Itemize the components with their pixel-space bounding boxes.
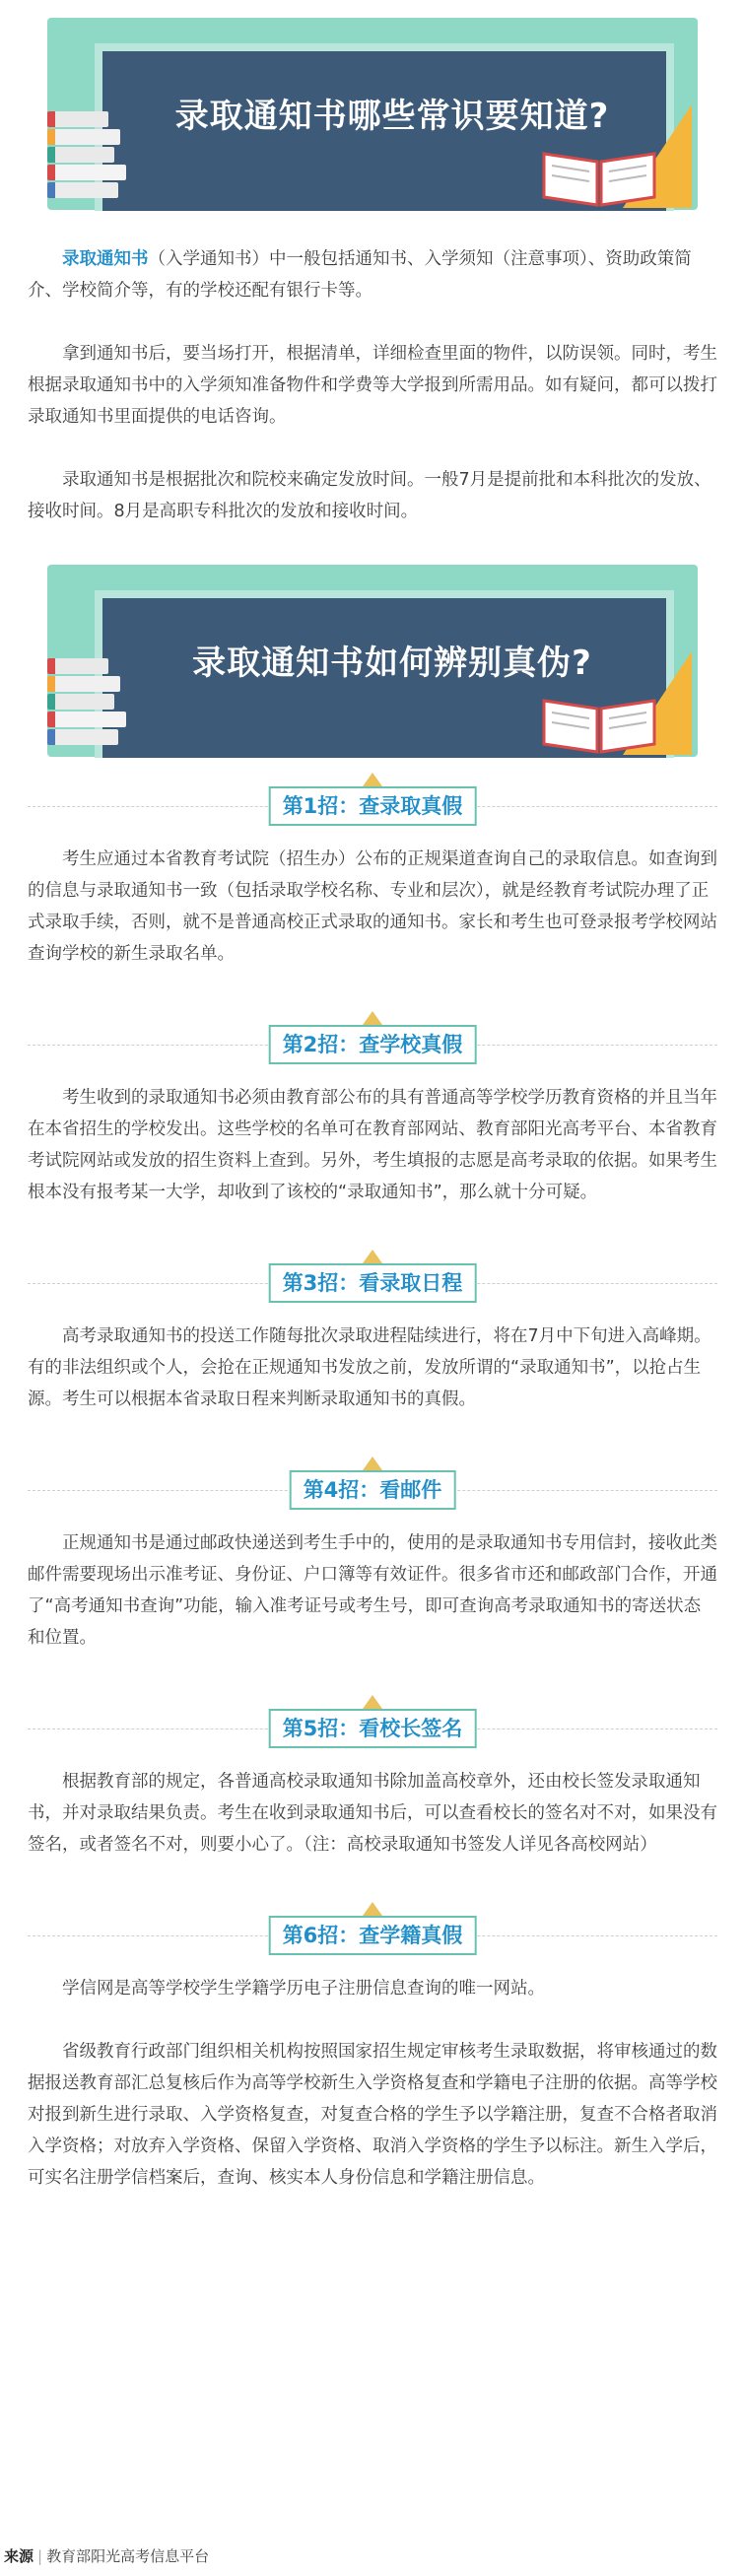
source-label: 来源 [4, 2547, 34, 2565]
open-book-icon [540, 148, 658, 207]
section-text-5: 根据教育部的规定，各普通高校录取通知书除加盖高校章外，还由校长签发录取通知书，并对录取结果负责。考生在收到录取通知书后，可以查看校长的签名对不对，如果没有签名，或者签名不对，则要小心了。（注：高校录取通知书签发人详见各高校网站） [28, 1772, 717, 1855]
triangle-icon [363, 1902, 382, 1916]
section-text-3: 高考录取通知书的投送工作随每批次录取进程陆续进行，将在7月中下旬进入高峰期。有的非法组织或个人，会抢在正规通知书发放之前，发放所谓的“录取通知书”，以抢占生源。考生可以根据本省录取日程来判断录取通知书的真假。 [28, 1326, 711, 1409]
section-text-6-continued: 省级教育行政部门组织相关机构按照国家招生规定审核考生录取数据，将审核通过的数据报送教育部汇总复核后作为高等学校新生入学资格复查和学籍电子注册的依据。高等学校对报到新生进行录取、入学资格复查，对复查合格的学生予以学籍注册，复查不合格者取消入学资格；对放弃入学资格、保留入学资格、取消入学资格的学生予以标注。新生入学后，可实名注册学信档案后，查询、核实本人身份信息和学籍注册信息。 [28, 2042, 717, 2188]
book-stack-icon [47, 658, 136, 757]
section-heading-5 [28, 1695, 717, 1756]
highlight-term: 录取通知书 [62, 249, 149, 269]
section-title: 第4招：看邮件 [290, 1470, 456, 1510]
intro-paragraph-3: 录取通知书是根据批次和院校来确定发放时间。一般7月是提前批和本科批次的发放、接收时间。8月是高职专科批次的发放和接收时间。 [28, 470, 711, 521]
banner-knowledge [47, 18, 698, 210]
triangle-icon [363, 1250, 382, 1263]
open-book-icon [540, 695, 658, 754]
section-title: 第6招：查学籍真假 [269, 1916, 477, 1955]
section-heading-2 [28, 1011, 717, 1072]
section-text-6: 学信网是高等学校学生学籍学历电子注册信息查询的唯一网站。 [62, 1979, 545, 1999]
section-text-1: 考生应通过本省教育考试院（招生办）公布的正规渠道查询自己的录取信息。如查询到的信息与录取通知书一致（包括录取学校名称、专业和层次），就是经教育考试院办理了正式录取手续，否则，就不是普通高校正式录取的通知书。家长和考生也可登录报考学校网站查询学校的新生录取名单。 [28, 849, 717, 964]
section-title: 第2招：查学校真假 [269, 1025, 477, 1064]
triangle-icon [363, 773, 382, 786]
triangle-icon [363, 1011, 382, 1025]
book-stack-icon [47, 111, 136, 210]
triangle-icon [363, 1457, 382, 1470]
intro-paragraph-1 [28, 243, 717, 306]
section-heading-4 [28, 1457, 717, 1518]
section-text-2: 考生收到的录取通知书必须由教育部公布的具有普通高等学校学历教育资格的并且当年在本省招生的学校发出。这些学校的名单可在教育部网站、教育部阳光高考平台、本省教育考试院网站或发放的招生资料上查到。另外，考生填报的志愿是高考录取的依据。如果考生根本没有报考某一大学，却收到了该校的“录取通知书”，那么就十分可疑。 [28, 1088, 717, 1202]
section-title: 第5招：看校长签名 [269, 1709, 477, 1748]
banner-title: 录取通知书哪些常识要知道? [174, 97, 610, 136]
source-name: 教育部阳光高考信息平台 [46, 2547, 210, 2565]
triangle-icon [363, 1695, 382, 1709]
section-heading-6 [28, 1902, 717, 1963]
intro-paragraph-1-text: （入学通知书）中一般包括通知书、入学须知（注意事项）、资助政策简介、学校简介等，有的学校还配有银行卡等。 [28, 249, 692, 301]
source-footer [0, 2545, 209, 2566]
section-heading-1 [28, 773, 717, 834]
banner-title: 录取通知书如何辨别真伪? [192, 644, 592, 683]
section-heading-3 [28, 1250, 717, 1311]
section-title: 第3招：看录取日程 [269, 1263, 477, 1303]
intro-paragraph-2: 拿到通知书后，要当场打开，根据清单，详细检查里面的物件，以防误领。同时，考生根据录取通知书中的入学须知准备物件和学费等大学报到所需用品。如有疑问，都可以拨打录取通知书里面提供的电话咨询。 [28, 344, 717, 427]
banner-authenticity [47, 565, 698, 757]
section-text-4: 正规通知书是通过邮政快递送到考生手中的，使用的是录取通知书专用信封，接收此类邮件需要现场出示准考证、身份证、户口簿等有效证件。很多省市还和邮政部门合作，开通了“高考通知书查询”功能，输入准考证号或考生号，即可查询高考录取通知书的寄送状态和位置。 [28, 1533, 717, 1648]
section-title: 第1招：查录取真假 [269, 786, 477, 826]
separator: | [37, 2547, 43, 2565]
